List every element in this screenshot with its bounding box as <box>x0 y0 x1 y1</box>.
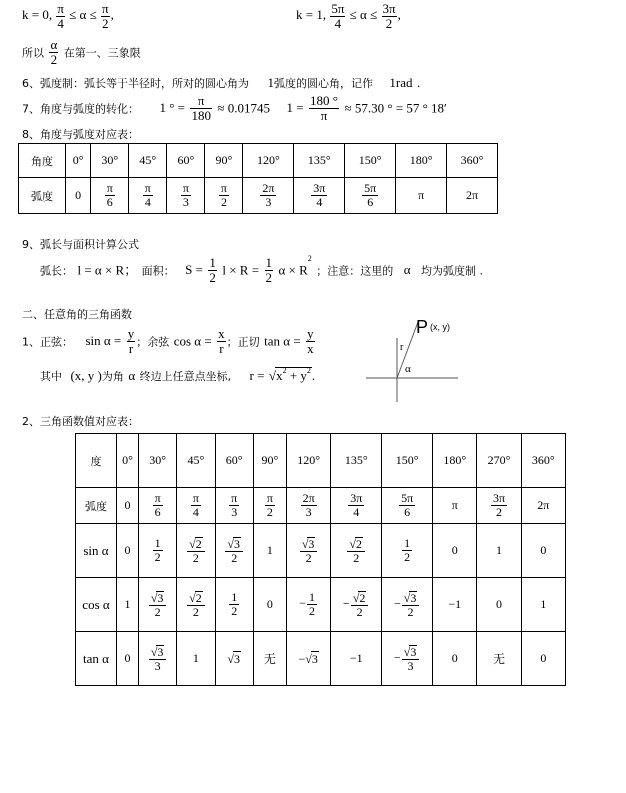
table2-deg: 0° <box>117 434 139 488</box>
numerator <box>225 537 243 552</box>
trig-values-table <box>75 433 566 686</box>
numerator: π <box>266 491 273 506</box>
value-cell <box>66 178 91 214</box>
value-text: 0 <box>451 543 458 557</box>
table2-deg: 60° <box>215 434 253 488</box>
row-header <box>19 178 66 214</box>
denominator: 2 <box>305 550 312 565</box>
numerator <box>402 591 420 606</box>
value-text: 1 <box>124 597 131 611</box>
value-text: π <box>451 498 458 512</box>
denominator: 3 <box>305 505 312 519</box>
value-cell <box>286 524 330 578</box>
value-cell <box>253 488 286 524</box>
angle-label: α <box>405 363 411 375</box>
value-cell <box>177 632 215 686</box>
table2-deg: 45° <box>177 434 215 488</box>
item-9-label: 9、弧长与面积计算公式 <box>22 238 139 251</box>
table2-cos-row <box>76 578 566 632</box>
value-cell <box>117 632 139 686</box>
denominator: 6 <box>404 505 411 519</box>
numerator <box>149 591 167 606</box>
value-cell <box>215 632 253 686</box>
value-cell <box>477 578 521 632</box>
fraction <box>105 182 115 208</box>
denominator: 2 <box>496 505 502 519</box>
table2-header-degree: 度 <box>76 434 117 488</box>
value-cell <box>477 524 521 578</box>
fraction <box>362 182 378 208</box>
value-cell <box>433 578 477 632</box>
terminal-side-diagram <box>360 312 470 404</box>
value-cell <box>382 524 433 578</box>
table2-deg: 180° <box>433 434 477 488</box>
point-coords: (x, y) <box>430 322 450 332</box>
table1-deg: 90° <box>205 144 243 178</box>
numerator: 1 <box>231 590 238 605</box>
value-cell <box>243 178 294 214</box>
sqrt-sign: √ <box>352 590 360 605</box>
value-cell <box>215 524 253 578</box>
value-cell <box>138 578 176 632</box>
denominator: 3 <box>182 195 189 209</box>
value-cell <box>294 178 345 214</box>
value-cell <box>382 578 433 632</box>
minus-sign: − <box>393 650 401 665</box>
value-text: 0 <box>496 597 502 611</box>
arc-area-formulas: 弧长： l = α × R； 面积： S = $\frac{1}{2}$ l × R = $\frac{1}{2}$ $\alpha \times R^2$ ；注意：这里的 α 均为弧度制 . <box>40 254 483 285</box>
fraction <box>181 182 191 208</box>
row-header <box>76 632 117 686</box>
row-header-label: 弧度 <box>85 499 107 513</box>
denominator: 4 <box>316 195 323 209</box>
denominator: 2 <box>309 604 316 618</box>
denominator: 2 <box>231 604 238 618</box>
minus-sign: − <box>343 596 350 611</box>
numerator: 1 <box>309 590 316 605</box>
k1-range: k = 1, $\frac{5\pi}{4}$ ≤ α ≤ $\frac{3\pi}{2}$ , <box>296 1 401 31</box>
numerator <box>347 537 365 552</box>
radicand: 3 <box>157 644 164 659</box>
denominator: 6 <box>367 195 374 209</box>
fraction <box>402 645 420 672</box>
value-cell <box>138 524 176 578</box>
fraction <box>187 591 205 618</box>
point-label: P <box>416 317 429 337</box>
sqrt-sign: √ <box>150 590 158 605</box>
table2-deg: 30° <box>138 434 176 488</box>
denominator: 2 <box>404 550 411 564</box>
table1-deg: 45° <box>129 144 167 178</box>
value-text: −1 <box>349 651 363 665</box>
value-text: 0 <box>266 597 273 611</box>
value-text: 1 <box>540 597 547 611</box>
value-cell <box>286 488 330 524</box>
table1-deg: 30° <box>91 144 129 178</box>
value-cell <box>433 488 477 524</box>
radicand: 3 <box>410 644 417 659</box>
fraction <box>191 492 201 518</box>
denominator: 3 <box>407 658 414 673</box>
value-cell <box>382 632 433 686</box>
table1-header-degree: 角度 <box>19 144 66 178</box>
sqrt-sign: √ <box>189 536 196 551</box>
radicand: 3 <box>410 590 417 605</box>
trig-definitions: 1、正弦： sin α = $\frac{y}{r}$ ；余弦 cos α = $\frac{x}{r}$ ；正切 tan α = $\frac{y}{x}$ <box>22 326 314 356</box>
denominator: 6 <box>106 195 113 209</box>
table1-deg: 135° <box>294 144 345 178</box>
row-header <box>76 488 117 524</box>
radicand: 3 <box>234 651 240 666</box>
value-cell <box>91 178 129 214</box>
sqrt-sign: √ <box>227 651 234 666</box>
radicand: 2 <box>356 536 363 551</box>
fraction <box>219 182 229 208</box>
table1-degree-row <box>19 144 498 178</box>
radicand: 3 <box>311 651 318 666</box>
fraction <box>229 492 239 518</box>
numerator: 3π <box>313 181 326 196</box>
table2-degree-row <box>76 434 566 488</box>
value-cell <box>331 632 382 686</box>
value-text: −1 <box>448 597 462 611</box>
table1-radian-row <box>19 178 498 214</box>
sqrt-sign: √ <box>305 651 312 666</box>
numerator <box>187 591 205 606</box>
numerator: π <box>220 181 227 196</box>
value-text: 0 <box>75 188 82 202</box>
denominator: 3 <box>231 505 238 519</box>
fraction <box>149 645 167 672</box>
value-text: 2π <box>537 498 550 512</box>
minus-sign: − <box>393 596 401 611</box>
k0-range: k = 0, $\frac{\pi}{4}$ ≤ α ≤ $\frac{\pi}{2}$ , <box>22 1 114 31</box>
value-cell <box>215 488 253 524</box>
sqrt-sign: √ <box>227 536 234 551</box>
value-text: 1 <box>192 651 199 665</box>
item-8-label: 8、角度与弧度对应表： <box>22 128 139 141</box>
value-text: 0 <box>451 651 458 665</box>
table1-deg: 0° <box>66 144 91 178</box>
value-cell <box>253 524 286 578</box>
fraction <box>300 537 318 564</box>
denominator: 6 <box>154 505 161 519</box>
value-cell <box>205 178 243 214</box>
value-text: 0 <box>124 543 131 557</box>
denominator: 2 <box>220 195 227 209</box>
numerator: 5π <box>364 181 377 196</box>
denominator: 2 <box>192 550 199 565</box>
sqrt-sign: √ <box>301 536 309 551</box>
denominator: 4 <box>144 195 151 209</box>
value-cell <box>331 578 382 632</box>
numerator: 5π <box>401 491 414 506</box>
value-text: π <box>418 188 425 202</box>
denominator: 4 <box>353 505 360 519</box>
numerator: 2π <box>302 491 315 506</box>
sqrt-sign: √ <box>189 590 196 605</box>
value-text: 1 <box>496 543 502 557</box>
denominator: 4 <box>192 505 199 519</box>
numerator: π <box>192 491 199 506</box>
value-text: 0 <box>124 498 131 512</box>
denominator: 3 <box>154 658 161 673</box>
sqrt-sign: √ <box>403 644 411 659</box>
table2-deg: 150° <box>382 434 433 488</box>
sqrt-sign: √ <box>349 536 357 551</box>
value-cell <box>253 578 286 632</box>
fraction <box>187 537 205 564</box>
sqrt-sign: √ <box>403 590 411 605</box>
table2-deg: 135° <box>331 434 382 488</box>
fraction <box>351 591 369 618</box>
fraction <box>402 591 420 618</box>
item-7-conversion: 7、角度与弧度的转化： 1 ° = $\frac{\pi}{180}$ ≈ 0.01745 1 = $\frac{180 ^\circ}{\pi}$ ≈ 57.30 ° = 57 ° 18′ <box>22 93 447 123</box>
numerator <box>187 537 205 552</box>
table1-deg: 120° <box>243 144 294 178</box>
value-cell <box>286 632 330 686</box>
fraction <box>301 492 317 518</box>
value-cell <box>177 578 215 632</box>
numerator: 1 <box>154 536 161 551</box>
value-cell <box>521 578 565 632</box>
fraction <box>311 182 327 208</box>
fraction <box>225 537 243 564</box>
row-header <box>76 524 117 578</box>
minus-sign: − <box>298 651 306 666</box>
fraction <box>348 492 364 518</box>
table2-deg: 270° <box>477 434 521 488</box>
denominator: 2 <box>353 550 360 565</box>
item-6-radian-definition: 6、弧度制：弧长等于半径时，所对的圆心角为 1弧度的圆心角，记作 1rad . <box>22 75 421 90</box>
value-cell <box>177 524 215 578</box>
value-cell <box>167 178 205 214</box>
value-text: 0 <box>540 543 547 557</box>
point-coordinate-line: 其中 (x, y )为角 α 终边上任意点坐标, $r = √x^2 + y^2$. <box>40 366 316 383</box>
numerator: π <box>182 181 189 196</box>
table1-deg: 180° <box>396 144 447 178</box>
value-cell <box>331 488 382 524</box>
value-cell <box>129 178 167 214</box>
row-header-label: 弧度 <box>31 189 53 203</box>
value-cell <box>433 524 477 578</box>
numerator: 3π <box>492 491 506 506</box>
denominator: 2 <box>154 604 161 619</box>
radicand: 3 <box>157 590 164 605</box>
row-header <box>76 578 117 632</box>
degree-radian-table <box>18 143 498 214</box>
value-cell <box>521 488 565 524</box>
numerator <box>351 591 369 606</box>
numerator: 3π <box>350 491 363 506</box>
fraction <box>491 492 507 518</box>
value-cell <box>117 524 139 578</box>
table1-deg: 360° <box>447 144 498 178</box>
numerator: π <box>106 181 113 196</box>
radicand: 2 <box>359 590 366 605</box>
fraction <box>143 182 153 208</box>
table1-deg: 150° <box>345 144 396 178</box>
table2-sin-row <box>76 524 566 578</box>
denominator: 2 <box>231 550 238 565</box>
table2-tan-row <box>76 632 566 686</box>
value-cell <box>138 632 176 686</box>
fraction <box>149 591 167 618</box>
numerator: 2π <box>262 181 275 196</box>
value-cell <box>331 524 382 578</box>
numerator: 1 <box>404 536 411 551</box>
value-text: 1 <box>266 543 273 557</box>
value-cell <box>138 488 176 524</box>
numerator: π <box>154 491 161 506</box>
denominator: 2 <box>407 604 414 619</box>
row-header-label: sin α <box>83 542 109 558</box>
value-cell <box>215 578 253 632</box>
table2-deg: 120° <box>286 434 330 488</box>
table2-radian-row <box>76 488 566 524</box>
fraction <box>229 591 239 617</box>
table1-deg: 60° <box>167 144 205 178</box>
numerator: π <box>231 491 238 506</box>
value-text: 0 <box>540 651 547 665</box>
value-cell <box>253 632 286 686</box>
value-cell <box>447 178 498 214</box>
value-cell <box>177 488 215 524</box>
value-text: 2π <box>465 188 479 202</box>
denominator: 3 <box>265 195 272 209</box>
fraction <box>402 537 412 563</box>
table2-deg: 360° <box>521 434 565 488</box>
radicand: 2 <box>195 536 202 551</box>
value-cell <box>521 632 565 686</box>
radicand: 3 <box>308 536 315 551</box>
minus-sign: − <box>299 596 307 611</box>
radicand: 2 <box>195 590 202 605</box>
denominator: 2 <box>266 505 273 519</box>
row-header-label: cos α <box>82 596 110 612</box>
row-header-label: tan α <box>83 650 109 666</box>
value-cell <box>345 178 396 214</box>
value-cell <box>477 632 521 686</box>
fraction <box>307 591 317 617</box>
fraction <box>153 537 163 563</box>
denominator: 2 <box>192 604 199 619</box>
value-text: 无 <box>263 652 276 666</box>
denominator: 2 <box>356 604 363 619</box>
numerator: π <box>144 181 151 196</box>
denominator: 2 <box>154 550 161 564</box>
fraction <box>399 492 415 518</box>
value-cell <box>396 178 447 214</box>
fraction <box>260 182 276 208</box>
value-cell <box>382 488 433 524</box>
value-cell <box>433 632 477 686</box>
value-text: 无 <box>492 652 505 666</box>
table2-deg: 90° <box>253 434 286 488</box>
value-cell <box>477 488 521 524</box>
value-cell <box>521 524 565 578</box>
value-text: 0 <box>124 651 131 665</box>
sqrt-sign: √ <box>150 644 158 659</box>
value-cell <box>117 488 139 524</box>
fraction <box>347 537 365 564</box>
fraction <box>153 492 163 518</box>
value-cell <box>286 578 330 632</box>
fraction <box>265 492 275 518</box>
radicand: 3 <box>234 536 240 551</box>
numerator <box>149 645 167 660</box>
numerator <box>402 645 420 660</box>
value-cell <box>117 578 139 632</box>
quadrant-line: 所以 $\frac{\alpha}{2}$ 在第一、三象限 <box>22 37 141 67</box>
section-2-title: 二、任意角的三角函数 <box>22 308 132 321</box>
numerator <box>300 537 318 552</box>
radius-label: r <box>400 342 404 353</box>
item-2-label: 2、三角函数值对应表： <box>22 415 139 428</box>
